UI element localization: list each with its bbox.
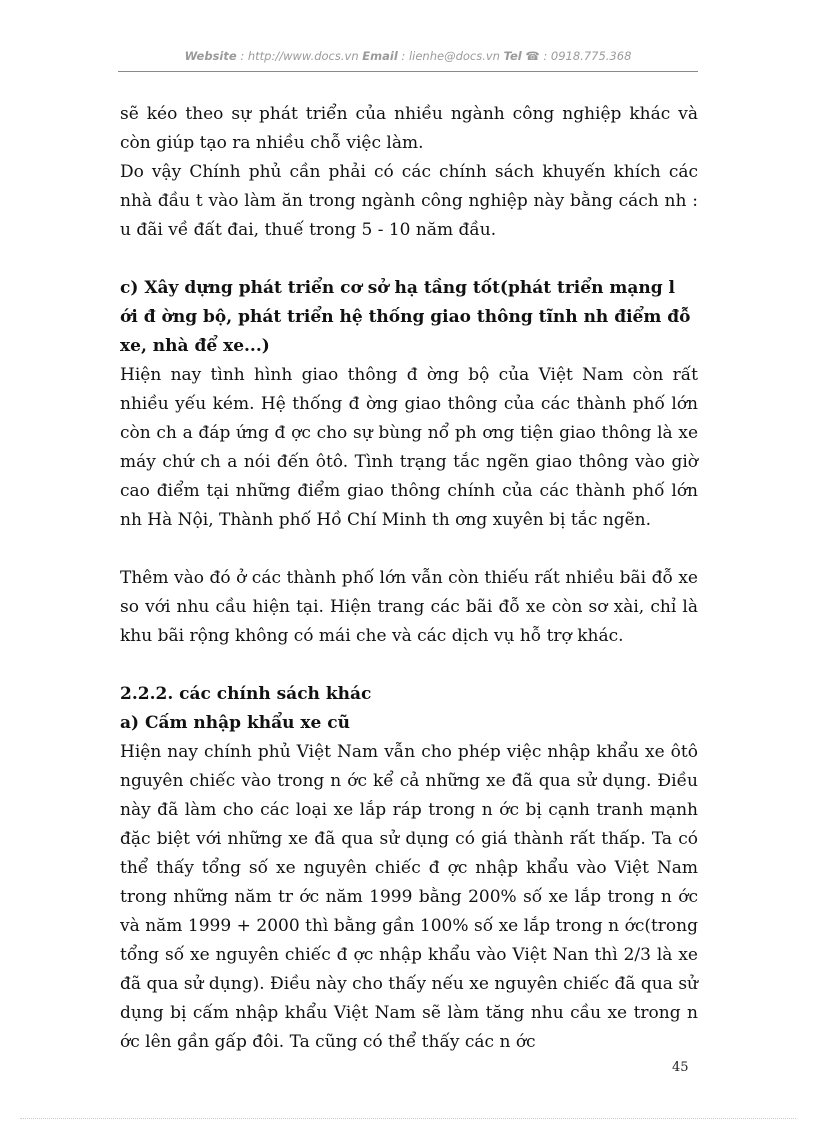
page-number: 45: [672, 1060, 689, 1075]
email-value: : lienhe@docs.vn: [397, 49, 504, 63]
section-heading-2-2-2: 2.2.2. các chính sách khác: [120, 684, 372, 704]
section-heading-a: a) Cấm nhập khẩu xe cũ: [120, 713, 350, 733]
spacer: [120, 245, 698, 274]
body-paragraph: Thêm vào đó ở các thành phố lớn vẫn còn thiếu rất nhiều bãi đỗ xe so với nhu cầu hiện tại. Hiện trang các bãi đỗ xe còn sơ xài, chỉ là khu bãi rộng không có mái che và các dịch vụ hỗ trợ khác.: [120, 568, 698, 646]
page-header: [118, 49, 698, 63]
website-value: : http://www.docs.vn: [236, 49, 363, 63]
page-bottom-border: [20, 1118, 796, 1119]
email-label: Email: [362, 49, 398, 63]
body-paragraph: Hiện nay tình hình giao thông đ ờng bộ của Việt Nam còn rất nhiều yếu kém. Hệ thống đ ờng giao thông của các thành phố lớn còn ch a đáp ứng đ ợc cho sự bùng nổ ph ơng tiện giao thông là xe máy chứ ch a nói đến ôtô. Tình trạng tắc ngẽn giao thông vào giờ cao điểm tại những điểm giao thông chính của các thành phố lớn nh Hà Nội, Thành phố Hồ Chí Minh th ơng xuyên bị tắc ngẽn.: [120, 365, 698, 530]
document-body: [120, 100, 698, 1057]
section-heading-c: c) Xây dựng phát triển cơ sở hạ tầng tốt(phát triển mạng l ới đ ờng bộ, phát triển hệ thống giao thông tĩnh nh điểm đỗ xe, nhà để xe...): [120, 278, 691, 356]
header-divider: [118, 71, 698, 72]
spacer: [120, 535, 698, 564]
tel-value: : 0918.775.368: [539, 49, 632, 63]
spacer: [120, 651, 698, 680]
body-paragraph: Hiện nay chính phủ Việt Nam vẫn cho phép việc nhập khẩu xe ôtô nguyên chiếc vào trong n ớc kể cả những xe đã qua sử dụng. Điều này đã làm cho các loại xe lắp ráp trong n ớc bị cạnh tranh mạnh đặc biệt với những xe đã qua sử dụng có giá thành rất thấp. Ta có thể thấy tổng số xe nguyên chiếc đ ợc nhập khẩu vào Việt Nam trong những năm tr ớc năm 1999 bằng 200% số xe lắp trong n ớc và năm 1999 + 2000 thì bằng gần 100% số xe lắp trong n ớc(trong tổng số xe nguyên chiếc đ ợc nhập khẩu vào Việt Nan thì 2/3 là xe đã qua sử dụng). Điều này cho thấy nếu xe nguyên chiếc đã qua sử dụng bị cấm nhập khẩu Việt Nam sẽ làm tăng nhu cầu xe trong n ớc lên gần gấp đôi. Ta cũng có thể thấy các n ớc: [120, 742, 698, 1052]
website-label: Website: [184, 49, 237, 63]
body-paragraph: Do vậy Chính phủ cần phải có các chính sách khuyến khích các nhà đầu t vào làm ăn trong ngành công nghiệp này bằng cách nh : u đãi về đất đai, thuế trong 5 - 10 năm đầu.: [120, 162, 698, 240]
phone-icon: ☎: [525, 49, 540, 63]
body-paragraph: sẽ kéo theo sự phát triển của nhiều ngành công nghiệp khác và còn giúp tạo ra nhiều chỗ việc làm.: [120, 104, 698, 153]
tel-label: Tel: [503, 49, 522, 63]
